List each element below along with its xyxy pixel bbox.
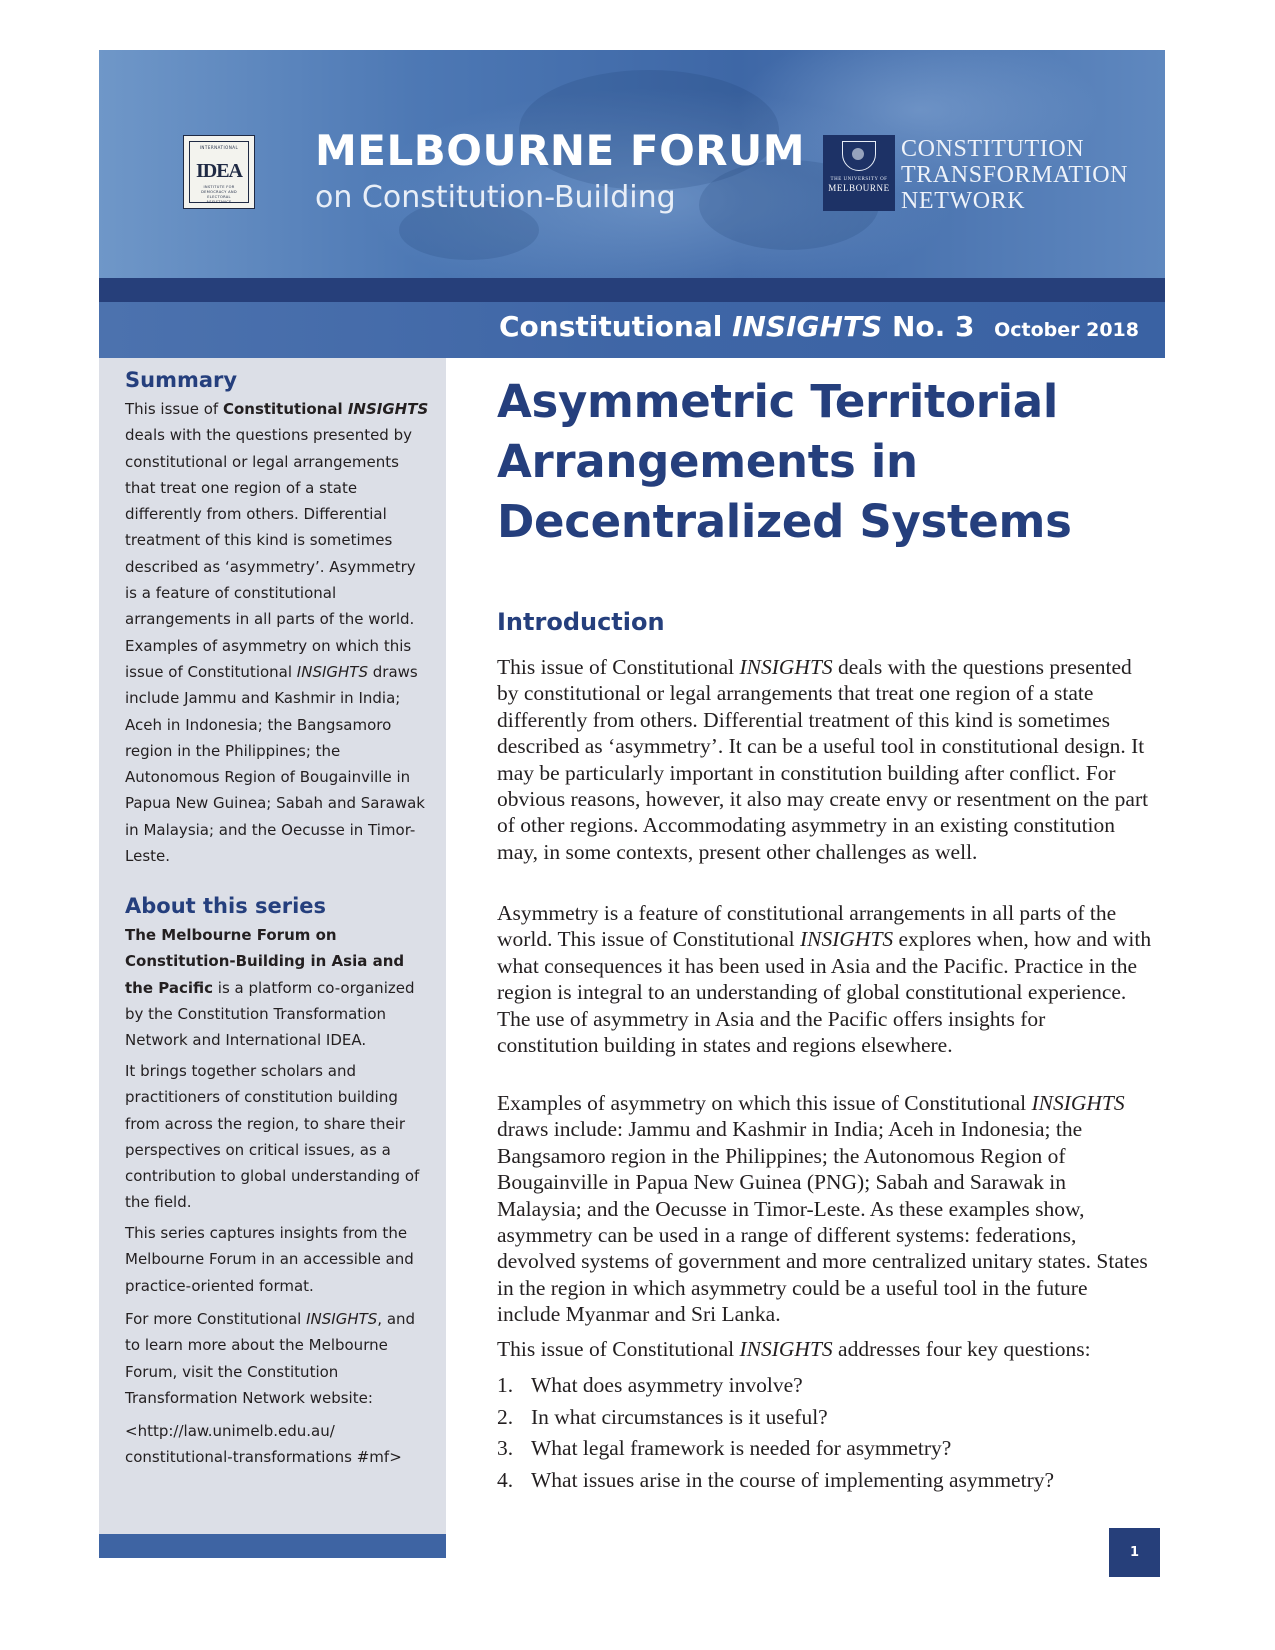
summary-brand-text: Constitutional	[222, 400, 348, 418]
list-item	[497, 1370, 1152, 1402]
issue-series: INSIGHTS	[732, 310, 883, 343]
sidebar	[99, 358, 446, 1534]
idea-logo-mark: IDEA	[195, 160, 242, 182]
idea-logo-sub-text: INSTITUTE FOR	[203, 185, 235, 189]
list-item-text: What legal framework is needed for asymmetry?	[531, 1436, 952, 1460]
more-info-italic: INSIGHTS	[306, 1310, 378, 1328]
body-paragraph	[497, 900, 1152, 1058]
idea-logo-sub-text: ASSISTANCE	[206, 200, 232, 204]
page-number: 1	[1109, 1528, 1160, 1577]
list-item	[497, 1402, 1152, 1434]
website-link-line[interactable]: <http://law.unimelb.edu.au/	[125, 1422, 335, 1440]
forum-subtitle: on Constitution-Building	[315, 180, 676, 215]
about-series-bold: The Melbourne Forum on Constitution-Building in Asia and the Pacific	[125, 926, 405, 997]
issue-bar	[99, 302, 1165, 358]
ctn-name-line: TRANSFORMATION	[901, 162, 1129, 188]
more-info-1: For more Constitutional	[125, 1310, 307, 1328]
body-text: explores when, how and with what consequences it has been used in Asia and the Pacific. Practice in the region is integral to an understanding of global constitutional experience. The use of asymmetry in Asia and the Pacific offers insights for constitution building in states and regions elsewhere.	[497, 927, 1152, 1058]
body-text: Asymmetry is a feature of constitutional arrangements in all parts of the world. This issue of Constitutional	[497, 901, 1117, 952]
idea-logo-sub-text: DEMOCRACY AND	[201, 190, 237, 194]
website-link[interactable]	[125, 1418, 430, 1471]
issue-title	[499, 310, 975, 343]
article-title: Asymmetric Territorial Arrangements in Decentralized Systems	[497, 375, 1072, 548]
list-item	[497, 1465, 1152, 1497]
list-item-text: What issues arise in the course of implementing asymmetry?	[531, 1467, 1055, 1492]
body-paragraph	[497, 1090, 1152, 1328]
list-number: 4.	[497, 1467, 514, 1492]
list-item	[497, 1433, 1152, 1465]
about-series-heading: About this series	[125, 894, 327, 918]
ctn-name-line: NETWORK	[901, 188, 1026, 214]
summary-body-1: deals with the questions presented by constitutional or legal arrangements that treat one region of a state differently from others. Differential treatment of this kind is sometimes described as ‘asymmetry’. Asymmetry is a feature of constitutional arrangements in all parts of the world. Examples of asymmetry on which this issue of Constitutional	[125, 426, 416, 681]
university-of-melbourne-logo	[823, 135, 895, 211]
idea-logo-sub-text: ELECTORAL	[207, 195, 231, 199]
list-number: 1.	[497, 1373, 514, 1397]
list-item-text: What does asymmetry involve?	[531, 1373, 803, 1397]
body-italic: INSIGHTS	[739, 655, 833, 679]
about-series-body: is a platform co-organized by the Constitution Transformation Network and International IDEA.	[125, 978, 415, 1050]
issue-prefix: Constitutional	[499, 310, 733, 343]
university-crest-icon	[842, 141, 876, 171]
website-link-line[interactable]: constitutional-transformations #mf>	[125, 1448, 402, 1467]
header-banner	[99, 50, 1165, 278]
more-info-2: , and to learn more about the Melbourne Forum, visit the Constitution Transformation Network website:	[125, 1310, 416, 1407]
unimelb-logo-line2: MELBOURNE	[828, 183, 890, 193]
body-paragraph	[497, 654, 1152, 865]
issue-date: October 2018	[994, 319, 1139, 341]
body-italic: INSIGHTS	[739, 1337, 833, 1361]
summary-intro: This issue of	[125, 400, 223, 418]
summary-brand	[223, 400, 428, 418]
summary-brand-italic: INSIGHTS	[347, 400, 429, 418]
summary-heading: Summary	[125, 368, 238, 392]
idea-logo-top-text: INTERNATIONAL	[199, 145, 239, 150]
body-paragraph	[497, 1336, 1152, 1362]
constitution-transformation-network-name	[901, 136, 1128, 214]
ctn-name-line: CONSTITUTION	[901, 136, 1085, 162]
body-text: deals with the questions presented by constitutional or legal arrangements that treat one region of a state differently from others. Differential treatment of this kind is sometimes described as ‘asymmetry’. It can be a useful tool in constitutional design. It may be particularly important in constitution building after conflict. For obvious reasons, however, it also may create envy or resentment on the part of other regions. Accommodating asymmetry in an existing constitution may, in some contexts, present other challenges as well.	[497, 655, 1149, 864]
idea-logo	[183, 135, 255, 209]
body-italic: INSIGHTS	[800, 927, 894, 952]
introduction-heading: Introduction	[497, 608, 665, 636]
summary-italic: INSIGHTS	[296, 662, 368, 681]
list-number: 2.	[497, 1404, 514, 1429]
about-series-text	[125, 922, 430, 1053]
unimelb-logo-line1: THE UNIVERSITY OF	[830, 177, 888, 182]
issue-number: No. 3	[882, 310, 975, 343]
more-info-text	[125, 1306, 430, 1411]
body-text: This issue of Constitutional	[497, 655, 740, 679]
list-number: 3.	[497, 1436, 514, 1460]
body-text: This issue of Constitutional	[497, 1337, 740, 1361]
header-divider-strip	[99, 278, 1165, 302]
forum-title: MELBOURNE FORUM	[315, 126, 806, 175]
body-text: draws include: Jammu and Kashmir in India; Aceh in Indonesia; the Bangsamoro region in the Philippines; the Autonomous Region of Bougainville in Papua New Guinea (PNG); Sabah and Sarawak in Malaysia; and the Oecusse in Timor-Leste. As these examples show, asymmetry can be used in a range of different systems: federations, devolved systems of government and more centralized unitary states. States in the region in which asymmetry could be a useful tool in the future include Myanmar and Sri Lanka.	[497, 1117, 1148, 1327]
sidebar-footer-bar	[99, 1534, 446, 1558]
body-italic: INSIGHTS	[1031, 1091, 1125, 1115]
summary-body-2: draws include Jammu and Kashmir in India; Aceh in Indonesia; the Bangsamoro region in the Philippines; the Autonomous Region of Bougainville in Papua New Guinea; Sabah and Sarawak in Malaysia; and the Oecusse in Timor-Leste.	[125, 662, 425, 866]
body-text: Examples of asymmetry on which this issue of Constitutional	[497, 1091, 1032, 1115]
about-series-paragraph: It brings together scholars and practitioners of constitution building from across the region, to share their perspectives on critical issues, as a contribution to global understanding of the field.	[125, 1062, 420, 1212]
key-questions-list	[497, 1370, 1152, 1496]
summary-text	[125, 396, 430, 869]
body-text: addresses four key questions:	[832, 1337, 1091, 1361]
about-series-paragraph: This series captures insights from the Melbourne Forum in an accessible and practice-oriented format.	[125, 1224, 414, 1295]
list-item-text: In what circumstances is it useful?	[531, 1404, 828, 1429]
